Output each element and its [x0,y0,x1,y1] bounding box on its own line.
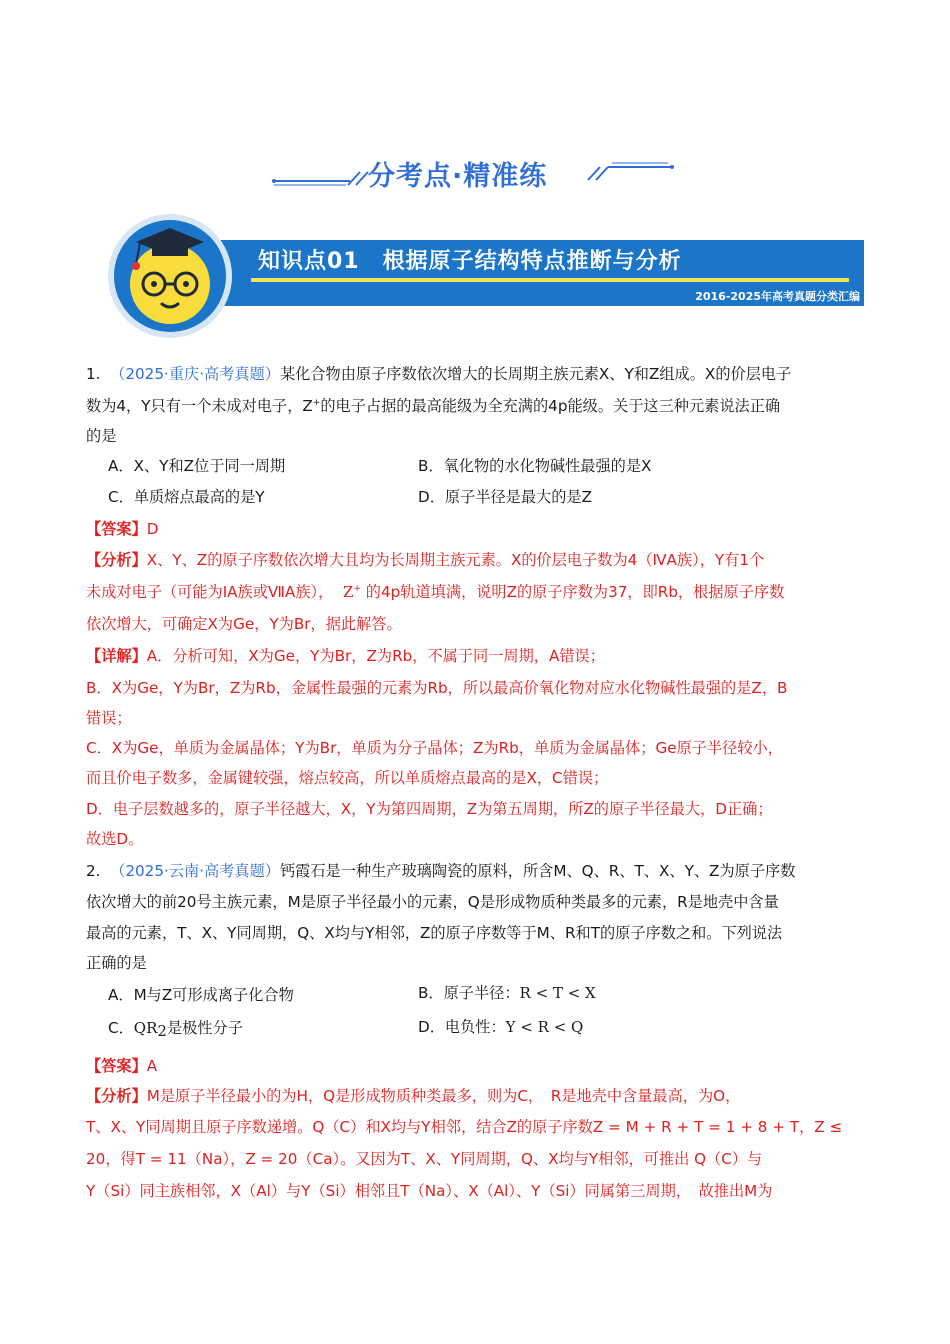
q2-text1: 钙霞石是一种生产玻璃陶瓷的原料，所含M、Q、R、T、X、Y、Z为原子序数 [279,862,796,880]
q2-analysis-line3: 20，得T = 11（Na），Z = 20（Ca）。又因为T、X、Y同周期，Q、X均与Y相邻，可推出 Q（C）与 [86,1150,763,1168]
q1-detail-line6: D．电子层数越多的，原子半径越大，X，Y为第四周期，Z为第五周期，所Z的原子半径最大，D正确； [86,800,773,818]
q1-option-a: A．X、Y和Z位于同一周期 [108,457,286,475]
mascot-icon [106,212,234,340]
banner-underline [251,278,849,282]
q2-option-c-sub: 2 [157,1022,167,1040]
q2-answer [86,1055,157,1077]
q1-detail-line4: C．X为Ge，单质为金属晶体；Y为Br，单质为分子晶体；Z为Rb，单质为金属晶体；Ge原子半径较小， [86,739,783,757]
q2-option-c-tail: 是极性分子 [166,1019,243,1037]
q2-option-d [418,1016,583,1038]
q2-source: （2025·云南·高考真题） [110,862,280,880]
right-title-ornament-icon [584,152,704,196]
q2-stem-line3: 最高的元素，T、X、Y同周期，Q、X均与Y相邻，Z的原子序数等于M、R和T的原子序数之和。下列说法 [86,924,783,942]
q1-detail-line7: 故选D。 [86,830,144,848]
q1-answer-value: D [146,520,159,538]
q1-detail-line5: 而且价电子数多，金属键较强，熔点较高，所以单质熔点最高的是X，C错误； [86,769,609,787]
q2-analysis-tag: 【分析】 [86,1087,147,1105]
q2-analysis-line2: T、X、Y同周期且原子序数递增。Q（C）和X均与Y相邻，结合Z的原子序数Z = M + R + T = 1 + 8 + T，Z ≤ [86,1118,843,1136]
q2-analysis-text1: M是原子半径最小的为H，Q是形成物质种类最多，则为C， R是地壳中含量最高，为O， [146,1087,741,1105]
q1-detail-line2: B．X为Ge，Y为Br，Z为Rb，金属性最强的元素为Rb，所以最高价氧化物对应水化物碱性最强的是Z，B [86,679,788,697]
q1-answer-tag: 【答案】 [86,520,147,538]
q1-option-d: D．原子半径是最大的是Z [418,488,592,506]
q2-number: 2. [86,862,101,880]
q1-source: （2025·重庆·高考真题） [110,365,280,383]
q1-analysis-line2 [86,581,784,603]
q1-analysis-text1: X、Y、Z的原子序数依次增大且均为长周期主族元素。X的价层电子数为4（ⅣA族），Y有1个 [146,551,765,569]
q2-option-c-math: QR [133,1019,158,1037]
q1-stem-line2 [86,395,780,417]
q1-analysis-text2a: 未成对电子（可能为IA族或ⅦA族）， [86,583,334,601]
section-title-text: 分考点·精准练 [368,161,548,192]
q1-analysis-text2b: 的4p轨道填满，说明Z的原子序数为37，即Rb，根据原子序数 [365,583,785,601]
banner-subtitle: 2016-2025年高考真题分类汇编 [695,290,860,303]
q2-stem-line2: 依次增大的前20号主族元素，M是原子半径最小的元素，Q是形成物质种类最多的元素，R是地壳中含量 [86,893,779,911]
q1-option-c: C．单质熔点最高的是Y [108,488,265,506]
q1-stem-line3: 的是 [86,427,117,445]
section-title [0,152,950,196]
q1-number: 1. [86,365,101,383]
q1-option-b: B．氧化物的水化物碱性最强的是X [418,457,652,475]
q2-option-d-math: Y < R < Q [505,1018,584,1036]
q2-analysis-line1 [86,1085,740,1107]
q1-analysis-z-sup: + [353,584,361,594]
topic-banner [86,212,864,340]
q2-option-a: A．M与Z可形成离子化合物 [108,986,294,1004]
q2-stem-line4: 正确的是 [86,954,147,972]
banner-topic: 知识点01 根据原子结构特点推断与分析 [258,249,682,274]
q1-detail-text1: A．分析可知，X为Ge，Y为Br，Z为Rb，不属于同一周期，A错误； [146,647,605,665]
q1-analysis-z: Z [342,583,354,601]
q1-stem-line1 [86,363,791,385]
q2-option-b-label: B．原子半径： [418,984,520,1002]
q2-option-c-label: C． [108,1019,134,1037]
q2-answer-tag: 【答案】 [86,1057,147,1075]
q1-text2: 数为4，Y只有一个未成对电子，Z [86,397,313,415]
q1-answer [86,518,158,540]
q2-option-b-math: R < T < X [519,984,596,1002]
q1-detail-tag: 【详解】 [86,647,147,665]
q1-analysis-line3: 依次增大，可确定X为Ge，Y为Br，据此解答。 [86,615,402,633]
q1-text2-sup: + [312,398,321,408]
q2-option-c [108,1017,243,1039]
q1-detail-line1 [86,645,605,667]
q2-stem-line1 [86,860,795,882]
q2-option-d-label: D．电负性： [418,1018,506,1036]
q2-analysis-line4: Y（Si）同主族相邻，X（Al）与Y（Si）相邻且T（Na）、X（Al）、Y（Si）同属第三周期， 故推出M为 [86,1182,773,1200]
q1-detail-line3: 错误； [86,709,132,727]
q2-answer-value: A [146,1057,158,1075]
q2-option-b [418,982,596,1004]
q1-text1: 某化合物由原子序数依次增大的长周期主族元素X、Y和Z组成。X的价层电子 [279,365,792,383]
q1-analysis-line1 [86,549,764,571]
q1-text2-tail: 的电子占据的最高能级为全充满的4p能级。关于这三种元素说法正确 [320,397,781,415]
q1-analysis-tag: 【分析】 [86,551,147,569]
